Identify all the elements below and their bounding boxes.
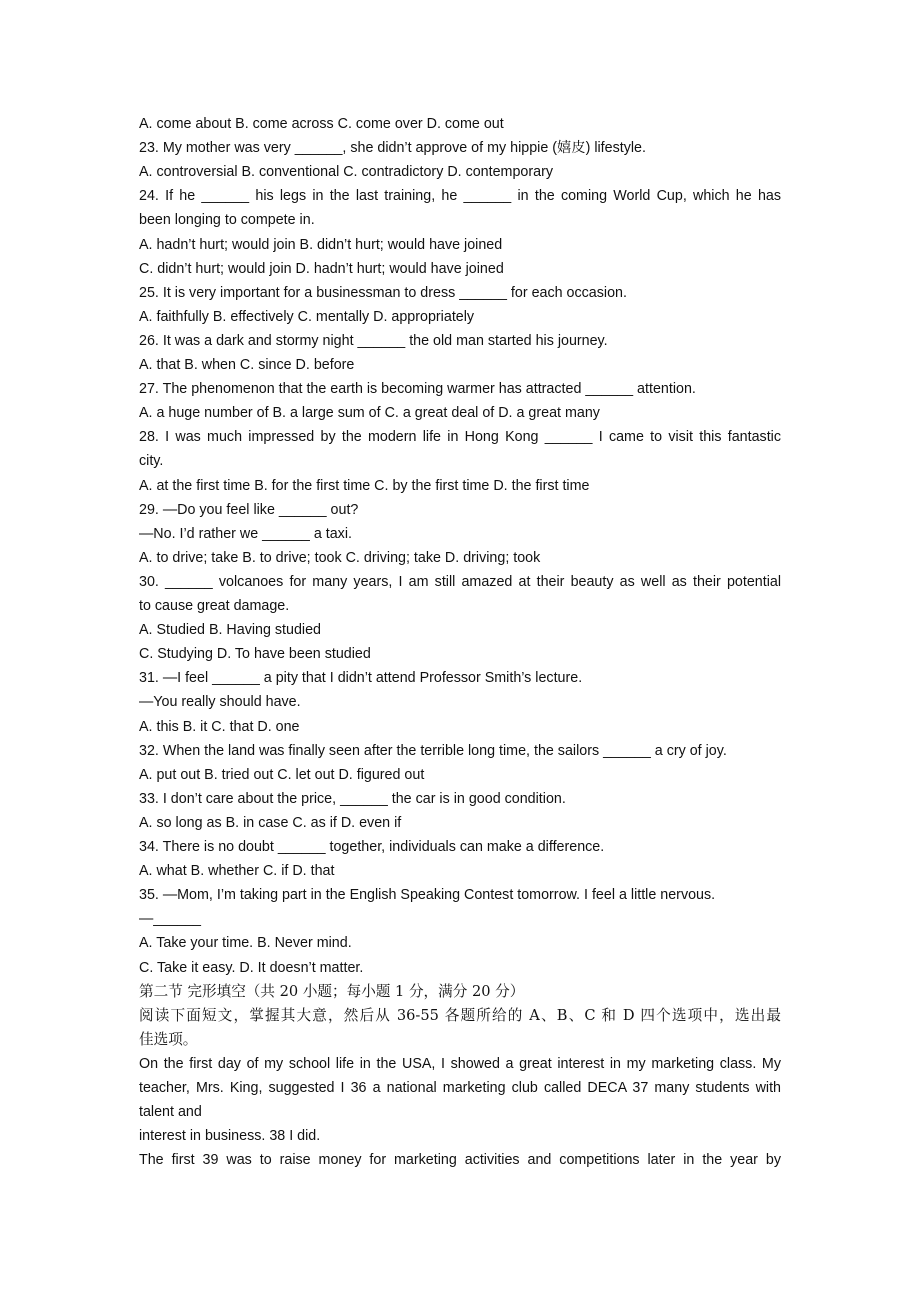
text-line: A. Take your time. B. Never mind. xyxy=(139,935,352,952)
text-line: talent and xyxy=(139,1104,202,1121)
text-line: 24. If he ______ his legs in the last training, he ______ in the coming World Cup, which he has xyxy=(139,188,781,205)
text-line: 30. ______ volcanoes for many years, I am still amazed at their beauty as well as their potential xyxy=(139,573,781,590)
text-line: C. didn’t hurt; would join D. hadn’t hurt; would have joined xyxy=(139,260,504,277)
text-line: A. faithfully B. effectively C. mentally D. appropriately xyxy=(139,308,475,325)
text-line: C. Take it easy. D. It doesn’t matter. xyxy=(139,959,364,976)
text-line: 27. The phenomenon that the earth is becoming warmer has attracted ______ attention. xyxy=(139,381,696,398)
text-line: —No. I’d rather we ______ a taxi. xyxy=(139,525,352,542)
text-line: 第二节 完形填空（共 20 小题；每小题 1 分，满分 20 分） xyxy=(139,982,525,1000)
text-line: A. a huge number of B. a large sum of C. a great deal of D. a great many xyxy=(139,405,600,422)
text-line: to cause great damage. xyxy=(139,598,290,614)
text-line: —______ xyxy=(139,911,202,928)
text-line: 35. —Mom, I’m taking part in the English Speaking Contest tomorrow. I feel a little nervous. xyxy=(139,887,716,904)
text-line: 25. It is very important for a businessman to dress ______ for each occasion. xyxy=(139,284,627,301)
text-line: —You really should have. xyxy=(139,694,301,711)
text-line: 佳选项。 xyxy=(139,1030,198,1048)
text-line: 阅读下面短文，掌握其大意，然后从 36-55 各题所给的 A、B、C 和 D 四个选项中，选出最 xyxy=(139,1006,781,1024)
text-line: interest in business. 38 I did. xyxy=(139,1128,321,1145)
text-line: been longing to compete in. xyxy=(139,212,315,229)
text-line: 32. When the land was finally seen after the terrible long time, the sailors ______ a cry of joy. xyxy=(139,742,727,759)
text-line: A. so long as B. in case C. as if D. even if xyxy=(139,814,402,831)
text-line: teacher, Mrs. King, suggested I 36 a national marketing club called DECA 37 many students with xyxy=(139,1080,781,1096)
text-line: 26. It was a dark and stormy night ______ the old man started his journey. xyxy=(139,332,608,349)
text-line: city. xyxy=(139,453,164,470)
text-line: 31. —I feel ______ a pity that I didn’t attend Professor Smith’s lecture. xyxy=(139,670,583,687)
text-line: C. Studying D. To have been studied xyxy=(139,646,371,663)
text-line: A. this B. it C. that D. one xyxy=(139,718,300,735)
text-line: A. to drive; take B. to drive; took C. driving; take D. driving; took xyxy=(139,549,541,566)
text-line: 23. My mother was very ______, she didn’t approve of my hippie (嬉皮) lifestyle. xyxy=(139,140,646,157)
text-line: A. what B. whether C. if D. that xyxy=(139,863,335,880)
text-line: A. controversial B. conventional C. contradictory D. contemporary xyxy=(139,164,553,181)
text-line: 34. There is no doubt ______ together, individuals can make a difference. xyxy=(139,839,605,855)
text-line: A. at the first time B. for the first time C. by the first time D. the first time xyxy=(139,477,590,494)
text-line: 29. —Do you feel like ______ out? xyxy=(139,501,359,518)
text-line: The first 39 was to raise money for marketing activities and competitions later in the year by xyxy=(139,1152,781,1169)
text-line: A. Studied B. Having studied xyxy=(139,622,321,639)
text-line: 28. I was much impressed by the modern life in Hong Kong ______ I came to visit this fantastic xyxy=(139,429,781,446)
text-line: A. that B. when C. since D. before xyxy=(139,357,355,373)
text-line: On the first day of my school life in the USA, I showed a great interest in my marketing class. My xyxy=(139,1055,781,1072)
text-line: A. put out B. tried out C. let out D. figured out xyxy=(139,766,425,783)
text-line: 33. I don’t care about the price, ______ the car is in good condition. xyxy=(139,790,566,807)
text-line: A. hadn’t hurt; would join B. didn’t hurt; would have joined xyxy=(139,236,503,253)
text-line: A. come about B. come across C. come over D. come out xyxy=(139,116,504,132)
